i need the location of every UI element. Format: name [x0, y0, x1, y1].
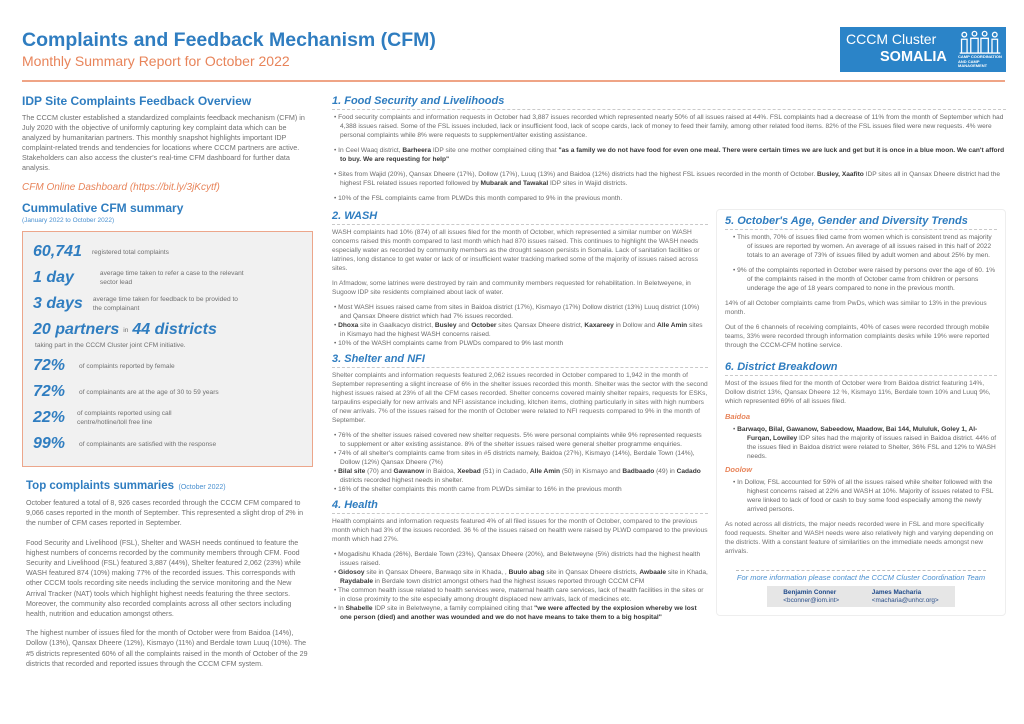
stat-value: 99% [33, 435, 66, 452]
paragraph: As noted across all districts, the major needs recorded were in FSL and more specifically food requests. Shelter and WASH needs were also relatively high and varying depending on the districts. With a constant feature of similarities on the immediate needs amongst new arrivals. [725, 521, 994, 555]
bullet-item: • 76% of the shelter issues raised covered new shelter requests. 5% were personal complaints while 9% represented requests to supplement or alter existing assistance. 8% of the shelter issues raised were general shelter programme enquiries. [334, 432, 702, 448]
bullet-list [332, 113, 1006, 203]
text: site in Qansax Dheere, Barwaqo site in Khada, , [364, 569, 509, 576]
summary-heading: Cummulative CFM summary [22, 201, 184, 215]
bold-text: Kaxareey [584, 322, 614, 329]
contact-box [767, 586, 955, 607]
bullet-list [725, 233, 997, 293]
stat-partners [33, 320, 304, 340]
section-heading: 6. District Breakdown [725, 360, 997, 376]
bullet-item: • 74% of all shelter's complaints came from sites in #5 districts namely, Baidoa (27%), Kismayo (14%), Berdale Town (14%), Dollow (12%) Qansax Dheere (7%) [334, 450, 695, 466]
stat-value: 60,741 [33, 243, 82, 260]
bullet-list [725, 425, 997, 461]
text: site in Khada, [666, 569, 708, 576]
text: 9% of the complaints reported in October were raised by persons over the age of 60. 1% of the complaints raised in the month of October came from children or persons underage the age of 18 years compared to none in the previous month. [737, 267, 996, 292]
paragraph: Food Security and Livelihood (FSL), Shelter and WASH needs continued to feature the highest numbers of concerns recorded by the community members through CFM. Food Security and Livelihood (FSL) featured 3,887 (44%), Shelter featured 2,062 (23%) while WASH featured 874 (10%) making 77% of the recorded issues. This corresponds with other CCCM tools recording site needs including the service monitoring and the New Arrival Tracker (NAT) tools which highlight highest needs featuring the three sectors. Moreover, the community also recorded complaints across all other sectors including health, nutrition and education amongst others. [26, 538, 301, 619]
bold-text: Mubarak and Tawakal [480, 180, 549, 187]
text: 74% of all shelter's complaints came from sites in #5 districts namely, Baidoa (27%), Kismayo (14%), Berdale Town (14%), Dollow (12%) Qansax Dheere (7%) [338, 450, 695, 466]
partners-label: taking part in the CCCM Cluster joint CFM initiative. [35, 342, 186, 349]
bullet-list [332, 431, 708, 494]
section-health [332, 498, 708, 622]
section-heading: 1. Food Security and Livelihoods [332, 94, 1006, 110]
district-baidoa-title: Baidoa [725, 412, 751, 421]
text: Most WASH issues raised came from sites in Baidoa district (17%), Kismayo (17%) Dollow district (13%) Luuq district (10%) and Qansax Dheere district which had 7% issues recorded. [338, 304, 700, 320]
bold-text: Gawanow [393, 468, 425, 475]
text: 76% of the shelter issues raised covered new shelter requests. 5% were personal complaints while 9% represented requests to supplement or alter existing assistance. 8% of the shelter issues raised were general shelter programme enquiries. [338, 432, 702, 448]
paragraph: The highest number of issues filed for the month of October were from Baidoa (14%), Dollow (13%), Qansax Dheere (12%), Kismayo (11%) and Berdale town Luuq (10%). The #5 districts represented 60% of all the complaints raised in the month of October of the 29 districts that recorded and reported issues through the CCCM CFM system. [26, 629, 308, 668]
text: sites in Kismayo had the highest WASH concerns raised. [340, 322, 703, 338]
contact-block [736, 570, 986, 607]
text: IDP site in Beletweyne, a family complained citing that [372, 605, 535, 612]
text: (70) and [365, 468, 394, 475]
main-column [332, 94, 1006, 626]
districts-count: 44 districts [132, 321, 217, 338]
text: In [338, 605, 346, 612]
bullet-item: • Most WASH issues raised came from sites in Baidoa district (17%), Kismayo (17%) Dollow district (13%) Luuq district (10%) and Qansax Dheere district which had 7% issues recorded. [334, 304, 700, 320]
stat-label: of complaints reported using call centre/hotline/toll free line [77, 410, 172, 426]
text: (49) in [654, 468, 677, 475]
contact-email[interactable]: <macharia@unhcr.org> [871, 596, 939, 604]
logo-line2: SOMALIA [880, 49, 947, 65]
paragraph: Out of the 6 channels of receiving complaints, 40% of cases were recorded through mobile teams, 33% were recorded through information complaints desks while 19% were reported through the CCCM-CFM hotline service. [725, 324, 990, 349]
paragraph: Most of the issues filed for the month of October were from Baidoa district featuring 14%, Dollow district 13%, Qansax Dheere 12 %, Kismayo 11%, Berdale town 10% and Luuq 9%, which represented 69% of all issues filed. [725, 380, 991, 405]
text: in Baidoa, [424, 468, 458, 475]
bold-text: Dhoxa [338, 322, 359, 329]
bullet-item: • 10% of the WASH complaints came from PLWDs compared to 9% last month [334, 340, 564, 347]
text: IDP sites in Wajid districts. [548, 180, 628, 187]
paragraph: Health complaints and information requests featured 4% of all filed issues for the month of October, compared to the previous month which had 3% of the issues recorded. 36 % of the issues raised on health were raised by PLWD compared to the previous month which had 27%. [332, 518, 708, 543]
left-column [22, 94, 313, 669]
bullet-item: • Barwaqo, Bilal, Gawanow, Sabeedow, Maadow, Bai 144, Mululuk, Goley 1, Al-Furqan, Lowiley IDP sites had the majority of issues raised in Baidoa district. 44% of the issues filed in Baidoa district were related to Shelter, 36% FSL and 12% to WASH needs. [733, 426, 997, 460]
bullet-item: • In Ceel Waaq district, Barheera IDP site one mother complained citing that "as a family we do not have food for even one meal. There were certain times we are luck and get but it is once in a blue moon. We can't afford to buy. We are requesting for help" [334, 147, 1005, 163]
section-agd [725, 214, 997, 350]
bold-text: "we were affected by the explosion whereby we lost one person (died) and another was wounded and we do not have means to take them to a big hospital" [340, 605, 697, 621]
bold-text: Barheera [402, 147, 431, 154]
text: Mogadishu Khada (26%), Berdale Town (23%), Qansax Dheere (20%), and Beletweyne (5%) districts had the highest health issues raised. [338, 551, 701, 567]
text: 10% of the WASH complaints came from PLWDs compared to 9% last month [338, 340, 564, 347]
text: Sites from Wajid (20%), Qansax Dheere (17%), Dollow (17%), Luuq (13%) and Baidoa (12%) districts had the highest FSL issues recorded in the month of October. [338, 171, 818, 178]
partners-count: 20 partners [33, 321, 120, 338]
paragraph: 14% of all October complaints came from PwDs, which was similar to 13% in the previous month. [725, 300, 987, 316]
middle-column [332, 209, 708, 626]
stat-label: of complainants are satisfied with the response [79, 440, 217, 448]
section-heading: 3. Shelter and NFI [332, 352, 708, 368]
stat-value: 3 days [33, 295, 83, 312]
bullet-item: • 9% of the complaints reported in October were raised by persons over the age of 60. 1% of the complaints raised in the month of October came from children or persons underage the age of 18 years compared to none in the previous month. [733, 267, 996, 292]
bullet-list [332, 303, 708, 348]
bold-text: Alle Amin [657, 322, 688, 329]
stat-value: 22% [33, 409, 66, 426]
bold-text: Cadado [676, 468, 701, 475]
text: IDP sites all in Qansax Dheere district had the highest FSL related issues reported followed by [340, 171, 1001, 187]
bullet-item: • 16% of the shelter complaints this month came from PLWDs similar to 16% in the previous month [334, 486, 622, 493]
logo-tagline: CAMP COORDINATION AND CAMP MANAGEMENT [958, 54, 1002, 68]
in-label: in [123, 326, 129, 334]
text: The common health issue related to health services were, maternal health care services, lack of health facilities in the sites or in close proximity to the site especially among drought displaced new arrivals, lack of medicines etc. [338, 587, 704, 603]
bullet-list [332, 550, 708, 622]
text: sites Qansax Dheere district, [496, 322, 585, 329]
bullet-item: • Gidosoy site in Qansax Dheere, Barwaqo site in Khada, , Buulo abag site in Qansax Dheere districts, Awbaale site in Khada, Raydabale in Berdale town district amongst others had the highest issues reported through CCCM CFM [334, 569, 708, 585]
report-title: Complaints and Feedback Mechanism (CFM) [22, 29, 436, 51]
heading-period: (October 2022) [178, 484, 226, 491]
text: IDP site one mother complained citing that [431, 147, 559, 154]
bold-text: Badbaado [622, 468, 655, 475]
text: This month, 70% of issues filed came from women which is consistent trend as majority of issues are reported by women. An average of all issues raised in this half of 2022 totals to an average of 73% of issues filled by adult women and about 25% by men. [737, 234, 992, 259]
top-complaints-body [22, 498, 313, 669]
text: site in Gaalkacyo district, [358, 322, 435, 329]
summary-period: (January 2022 to October 2022) [22, 217, 115, 224]
stat-label: of complaints reported by female [79, 362, 175, 370]
section-fsl [332, 94, 1006, 203]
bold-text: "as a family we do not have food for even one meal. There were certain times we are luck and get but it is once in a blue moon. We can't afford to buy. We are requesting for help" [340, 147, 1005, 163]
report-subtitle: Monthly Summary Report for October 2022 [22, 53, 290, 69]
bullet-item: • Dhoxa site in Gaalkacyo district, Busley and October sites Qansax Dheere district, Kaxareey in Dollow and Alle Amin sites in Kismayo had the highest WASH concerns raised. [334, 322, 703, 338]
right-panel [716, 209, 1006, 616]
bullet-item: • 10% of the FSL complaints came from PLWDs this month compared to 9% in the previous month. [334, 195, 623, 202]
stat-satisfaction [33, 434, 304, 454]
contact-person [783, 589, 839, 604]
bullet-item: • Mogadishu Khada (26%), Berdale Town (23%), Qansax Dheere (20%), and Beletweyne (5%) districts had the highest health issues raised. [334, 551, 701, 567]
section-shelter [332, 352, 708, 494]
bold-text: Shabelle [345, 605, 373, 612]
paragraph: In Afmadow, some latrines were destroyed by rain and community members requested for rehabilitation. In Beletweyene, in Sugoow IDP site residents complained about lack of water. [332, 280, 691, 296]
cccm-logo [840, 27, 1006, 72]
text: 10% of the FSL complaints came from PLWDs this month compared to 9% in the previous month. [338, 195, 623, 202]
stat-referral [33, 268, 304, 288]
text: site in Qansax Dheere districts, [544, 569, 640, 576]
stat-value: 72% [33, 357, 66, 374]
bold-text: Bilal site [338, 468, 366, 475]
bold-text: Raydabale [340, 578, 373, 585]
stat-feedback [33, 294, 304, 314]
bullet-item: • Bilal site (70) and Gawanow in Baidoa, Xeebad (51) in Cadado, Alle Amin (50) in Kismayo and Badbaado (49) in Cadado districts recorded highest needs in shelter. [334, 468, 701, 484]
text: districts recorded highest needs in shelter. [340, 477, 464, 484]
stat-value: 72% [33, 383, 66, 400]
stat-label: average time taken to refer a case to the relevant sector lead [99, 270, 244, 286]
section-heading: 4. Health [332, 498, 708, 514]
bullet-item: • Food security complaints and information requests in October had 3,887 issues recorded which represented nearly 50% of all issues raised at 44%. FSL complaints had a decrease of 11% from the month of September which had 4,388 issues raised. Some of the FSL issues included, lack or insufficient food, lack of scope cards, lack of money to feed their family, among other related food items. 82% of the FSL issues filed were new requests. 4% were personal complaints while 8% were requests to supplement/alter existing assistance. [334, 114, 1004, 139]
bold-text: Xeebad [457, 468, 481, 475]
contact-email[interactable]: <bconner@iom.int> [783, 596, 840, 604]
contact-name: Benjamin Conner [783, 589, 837, 596]
stat-female [33, 356, 304, 376]
section-heading: 5. October's Age, Gender and Diversity Trends [725, 214, 997, 230]
logo-line1: CCCM Cluster [846, 31, 937, 47]
bullet-list [725, 478, 997, 514]
report-header [22, 28, 822, 70]
overview-heading: IDP Site Complaints Feedback Overview [22, 94, 252, 108]
bullet-item: • Sites from Wajid (20%), Qansax Dheere (17%), Dollow (17%), Luuq (13%) and Baidoa (12%) districts had the highest FSL issues recorded in the month of October. Busley, Xaafito IDP sites all in Qansax Dheere district had the highest FSL related issues reported followed by Mubarak and Tawakal IDP sites in Wajid districts. [334, 171, 1001, 187]
bold-text: Buulo abag [508, 569, 545, 576]
section-heading: 2. WASH [332, 209, 708, 225]
summary-stats-box [22, 231, 313, 467]
text: (51) in Cadado, [480, 468, 530, 475]
bold-text: Awbaale [639, 569, 667, 576]
stat-label: of complainants are at the age of 30 to 59 years [79, 388, 219, 396]
overview-text: The CCCM cluster established a standardized complaints feedback mechanism (CFM) in July 2020 with the objective of uniformly capturing key complaint data which can be analyzed by humanitarian partners. This monthly snapshot highlights important IDP complaint-related trends and tendencies for locations where CCCM partners are active. Stakeholders can also access the cluster's real-time CFM dashboard for further data analysis. [22, 113, 305, 172]
stat-label: average time taken for feedback to be provided to the complainant [92, 296, 238, 312]
bold-text: Barwaqo, Bilal, Gawanow, Sabeedow, Maadow, Bai 144, Mululuk, Goley 1, Al-Furqan, Lowiley [737, 426, 978, 442]
text: IDP sites had the majority of issues raised in Baidoa district. 44% of the issues filed in Baidoa district were related to Shelter, 36% FSL and 12% to WASH needs. [747, 435, 997, 460]
top-complaints-heading [22, 476, 313, 494]
stat-total [33, 242, 304, 262]
contact-info: For more information please contact the CCCM Cluster Coordination Team [736, 573, 986, 582]
dashboard-link[interactable]: CFM Online Dashboard (https://bit.ly/3jKcytf) [22, 182, 220, 193]
section-district [725, 360, 997, 556]
paragraph: Shelter complaints and information requests featured 2,062 issues recorded in October compared to 1,942 in the month of September representing a slight increase of 6% in the shelter issues recorded this month. Shelter was the sector with the second highest issues raised at 23% of all the CFM cases recorded. Shelter concerns covered mainly shelter repairs, requests for ESKs, tarpaulins especially for new arrivals and NFI assistance including, kitchen items, clothing particularly in sites with high numbers of new arrivals. 7% of the issues raised for the month of October were related to NFI requests compared to 9% in the month of September. [332, 372, 708, 424]
bullet-item: • In Dollow, FSL accounted for 59% of all the issues raised while shelter followed with the highest concerns raised at 22% and WASH at 10%. Majority of issues related to FSL were linked to lack of food or cash to buy some food especially among the newly arrived persons. [733, 479, 994, 513]
bold-text: October [471, 322, 497, 329]
people-icon [958, 30, 1002, 54]
paragraph: October featured a total of 8, 926 cases recorded through the CCCM CFM compared to 9,066 cases reported in the month of September. This represented a slight drop of 2% in the number of CFM cases reported in September. [26, 499, 304, 528]
bold-text: Busley, Xaafito [817, 171, 864, 178]
district-doolow-title: Doolow [725, 465, 753, 474]
heading-text: Top complaints summaries [26, 480, 175, 492]
paragraph: WASH complaints had 10% (874) of all issues filed for the month of October, which represented a similar number on WASH concerns raised this month compared to last month which had 870 issues raised. This continues to highlight the WASH needs especially water as recorded by community members as the drought season persists in Somalia. Lack of sanitation facilities or latrines, long distance to get water or lack of or insufficient water tracking marked some of the majority of issues raised across sites. [332, 229, 700, 272]
text: (50) in Kismayo and [560, 468, 623, 475]
bullet-item: • The common health issue related to health services were, maternal health care services, lack of health facilities in the sites or in close proximity to the site especially among drought displaced new arrivals, lack of medicines etc. [334, 587, 704, 603]
text: In Ceel Waaq district, [338, 147, 403, 154]
bold-text: Gidosoy [338, 569, 365, 576]
text: and [456, 322, 472, 329]
bold-text: Alle Amin [529, 468, 561, 475]
stat-value: 1 day [33, 269, 74, 286]
bold-text: Busley [434, 322, 457, 329]
text: 16% of the shelter complaints this month came from PLWDs similar to 16% in the previous month [338, 486, 622, 493]
text: Food security complaints and information requests in October had 3,887 issues recorded which represented nearly 50% of all issues raised at 44%. FSL complaints had a decrease of 11% from the month of September which had 4,388 issues raised. Some of the FSL issues included, lack or insufficient food, lack of scope cards, lack of money to feed their family, among other related food items. 82% of the FSL issues filed were new requests. 4% were personal complaints while 8% were requests to supplement/alter existing assistance. [338, 114, 1004, 139]
section-wash [332, 209, 708, 348]
header-divider [22, 80, 1005, 82]
contact-person [872, 589, 939, 604]
stat-label: registered total complaints [91, 248, 169, 256]
text: in Dollow and [613, 322, 658, 329]
bullet-item: • In Shabelle IDP site in Beletweyne, a family complained citing that "we were affected by the explosion whereby we lost one person (died) and another was wounded and we do not have means to take them to a big hospital" [334, 605, 697, 621]
main-row [332, 209, 1006, 626]
text: In Dollow, FSL accounted for 59% of all the issues raised while shelter followed with the highest concerns raised at 22% and WASH at 10%. Majority of issues related to FSL were linked to lack of food or cash to buy some food especially among the newly arrived persons. [737, 479, 994, 513]
text: in Berdale town district amongst others had the highest issues reported through CCCM CFM [373, 578, 645, 585]
stat-age [33, 382, 304, 402]
contact-name: James Macharia [871, 589, 922, 596]
bullet-item: • This month, 70% of issues filed came from women which is consistent trend as majority of issues are reported by women. An average of all issues raised in this half of 2022 totals to an average of 73% of issues filled by adult women and about 25% by men. [733, 234, 992, 259]
stat-hotline [33, 408, 304, 428]
